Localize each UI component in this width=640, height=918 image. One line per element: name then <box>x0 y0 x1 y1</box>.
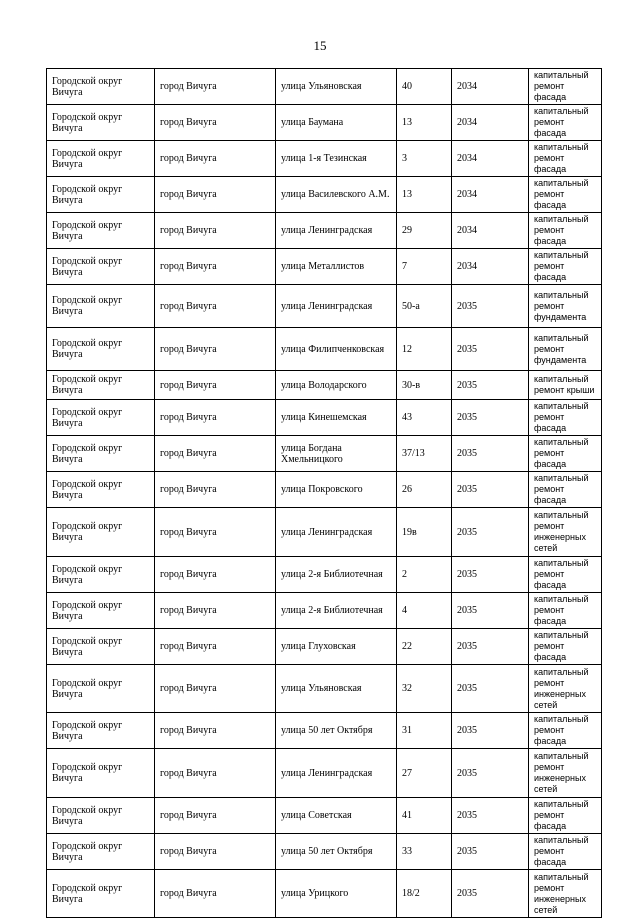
repair-type-cell: капитальный ремонт фасада <box>529 593 602 629</box>
street-cell: улица Советская <box>276 798 397 834</box>
district-cell: Городской округ Вичуга <box>47 69 155 105</box>
street-cell: улица Урицкого <box>276 870 397 918</box>
year-cell: 2034 <box>452 105 529 141</box>
district-cell: Городской округ Вичуга <box>47 798 155 834</box>
page-number: 15 <box>313 38 327 53</box>
repair-type-cell: капитальный ремонт фасада <box>529 177 602 213</box>
city-cell: город Вичуга <box>155 436 276 472</box>
table-row <box>47 328 602 371</box>
repair-type-cell: капитальный ремонт фасада <box>529 629 602 665</box>
district-cell: Городской округ Вичуга <box>47 665 155 713</box>
repair-type-cell: капитальный ремонт фасада <box>529 557 602 593</box>
city-cell: город Вичуга <box>155 400 276 436</box>
district-cell: Городской округ Вичуга <box>47 834 155 870</box>
street-cell: улица 2-я Библиотечная <box>276 593 397 629</box>
city-cell: город Вичуга <box>155 285 276 328</box>
house-number-cell: 2 <box>397 557 452 593</box>
table-row <box>47 285 602 328</box>
street-cell: улица Кинешемская <box>276 400 397 436</box>
city-cell: город Вичуга <box>155 870 276 918</box>
table-row <box>47 141 602 177</box>
street-cell: улица Ленинградская <box>276 285 397 328</box>
house-number-cell: 33 <box>397 834 452 870</box>
house-number-cell: 4 <box>397 593 452 629</box>
year-cell: 2034 <box>452 141 529 177</box>
district-cell: Городской округ Вичуга <box>47 472 155 508</box>
year-cell: 2035 <box>452 328 529 371</box>
repair-type-cell: капитальный ремонт фасада <box>529 713 602 749</box>
repair-type-cell: капитальный ремонт фундамента <box>529 328 602 371</box>
street-cell: улица 50 лет Октября <box>276 713 397 749</box>
city-cell: город Вичуга <box>155 328 276 371</box>
table-row <box>47 400 602 436</box>
repair-type-cell: капитальный ремонт инженерных сетей <box>529 665 602 713</box>
table-row <box>47 629 602 665</box>
year-cell: 2035 <box>452 834 529 870</box>
street-cell: улица 2-я Библиотечная <box>276 557 397 593</box>
city-cell: город Вичуга <box>155 177 276 213</box>
street-cell: улица Баумана <box>276 105 397 141</box>
district-cell: Городской округ Вичуга <box>47 400 155 436</box>
table-row <box>47 105 602 141</box>
repair-schedule-table <box>46 68 602 918</box>
house-number-cell: 22 <box>397 629 452 665</box>
year-cell: 2035 <box>452 629 529 665</box>
house-number-cell: 3 <box>397 141 452 177</box>
year-cell: 2035 <box>452 749 529 798</box>
table-row <box>47 798 602 834</box>
district-cell: Городской округ Вичуга <box>47 328 155 371</box>
city-cell: город Вичуга <box>155 249 276 285</box>
street-cell: улица 1-я Тезинская <box>276 141 397 177</box>
repair-type-cell: капитальный ремонт инженерных сетей <box>529 508 602 557</box>
district-cell: Городской округ Вичуга <box>47 105 155 141</box>
table-body <box>47 69 602 918</box>
house-number-cell: 18/2 <box>397 870 452 918</box>
street-cell: улица Ленинградская <box>276 508 397 557</box>
district-cell: Городской округ Вичуга <box>47 213 155 249</box>
house-number-cell: 26 <box>397 472 452 508</box>
year-cell: 2035 <box>452 436 529 472</box>
repair-type-cell: капитальный ремонт фасада <box>529 213 602 249</box>
table-row <box>47 557 602 593</box>
district-cell: Городской округ Вичуга <box>47 870 155 918</box>
street-cell: улица Ульяновская <box>276 69 397 105</box>
street-cell: улица 50 лет Октября <box>276 834 397 870</box>
city-cell: город Вичуга <box>155 713 276 749</box>
house-number-cell: 30-в <box>397 371 452 400</box>
house-number-cell: 13 <box>397 177 452 213</box>
district-cell: Городской округ Вичуга <box>47 249 155 285</box>
district-cell: Городской округ Вичуга <box>47 593 155 629</box>
house-number-cell: 31 <box>397 713 452 749</box>
city-cell: город Вичуга <box>155 508 276 557</box>
table-row <box>47 249 602 285</box>
repair-type-cell: капитальный ремонт крыши <box>529 371 602 400</box>
year-cell: 2035 <box>452 371 529 400</box>
city-cell: город Вичуга <box>155 105 276 141</box>
street-cell: улица Ульяновская <box>276 665 397 713</box>
repair-type-cell: капитальный ремонт фасада <box>529 436 602 472</box>
table-row <box>47 665 602 713</box>
city-cell: город Вичуга <box>155 141 276 177</box>
table-row <box>47 713 602 749</box>
house-number-cell: 7 <box>397 249 452 285</box>
city-cell: город Вичуга <box>155 665 276 713</box>
year-cell: 2035 <box>452 593 529 629</box>
district-cell: Городской округ Вичуга <box>47 141 155 177</box>
street-cell: улица Ленинградская <box>276 749 397 798</box>
table-row <box>47 371 602 400</box>
street-cell: улица Ленинградская <box>276 213 397 249</box>
district-cell: Городской округ Вичуга <box>47 749 155 798</box>
house-number-cell: 32 <box>397 665 452 713</box>
district-cell: Городской округ Вичуга <box>47 285 155 328</box>
house-number-cell: 27 <box>397 749 452 798</box>
house-number-cell: 40 <box>397 69 452 105</box>
year-cell: 2035 <box>452 285 529 328</box>
year-cell: 2035 <box>452 713 529 749</box>
repair-type-cell: капитальный ремонт фундамента <box>529 285 602 328</box>
year-cell: 2035 <box>452 557 529 593</box>
street-cell: улица Богдана Хмельницкого <box>276 436 397 472</box>
city-cell: город Вичуга <box>155 749 276 798</box>
house-number-cell: 19в <box>397 508 452 557</box>
house-number-cell: 41 <box>397 798 452 834</box>
street-cell: улица Металлистов <box>276 249 397 285</box>
street-cell: улица Покровского <box>276 472 397 508</box>
repair-type-cell: капитальный ремонт фасада <box>529 472 602 508</box>
repair-type-cell: капитальный ремонт фасада <box>529 141 602 177</box>
table-row <box>47 749 602 798</box>
district-cell: Городской округ Вичуга <box>47 508 155 557</box>
year-cell: 2035 <box>452 798 529 834</box>
year-cell: 2035 <box>452 508 529 557</box>
city-cell: город Вичуга <box>155 557 276 593</box>
district-cell: Городской округ Вичуга <box>47 436 155 472</box>
table-row <box>47 69 602 105</box>
year-cell: 2035 <box>452 665 529 713</box>
city-cell: город Вичуга <box>155 69 276 105</box>
year-cell: 2035 <box>452 400 529 436</box>
house-number-cell: 37/13 <box>397 436 452 472</box>
year-cell: 2034 <box>452 213 529 249</box>
table-row <box>47 508 602 557</box>
repair-type-cell: капитальный ремонт фасада <box>529 400 602 436</box>
table-row <box>47 472 602 508</box>
repair-type-cell: капитальный ремонт инженерных сетей <box>529 749 602 798</box>
city-cell: город Вичуга <box>155 472 276 508</box>
district-cell: Городской округ Вичуга <box>47 557 155 593</box>
district-cell: Городской округ Вичуга <box>47 371 155 400</box>
year-cell: 2035 <box>452 472 529 508</box>
house-number-cell: 50-а <box>397 285 452 328</box>
district-cell: Городской округ Вичуга <box>47 629 155 665</box>
house-number-cell: 13 <box>397 105 452 141</box>
city-cell: город Вичуга <box>155 629 276 665</box>
city-cell: город Вичуга <box>155 371 276 400</box>
repair-type-cell: капитальный ремонт фасада <box>529 69 602 105</box>
year-cell: 2034 <box>452 177 529 213</box>
year-cell: 2034 <box>452 69 529 105</box>
table-row <box>47 834 602 870</box>
city-cell: город Вичуга <box>155 834 276 870</box>
repair-type-cell: капитальный ремонт фасада <box>529 798 602 834</box>
repair-type-cell: капитальный ремонт инженерных сетей <box>529 870 602 918</box>
year-cell: 2034 <box>452 249 529 285</box>
street-cell: улица Глуховская <box>276 629 397 665</box>
repair-type-cell: капитальный ремонт фасада <box>529 105 602 141</box>
house-number-cell: 12 <box>397 328 452 371</box>
repair-type-cell: капитальный ремонт фасада <box>529 834 602 870</box>
house-number-cell: 29 <box>397 213 452 249</box>
repair-type-cell: капитальный ремонт фасада <box>529 249 602 285</box>
table-row <box>47 177 602 213</box>
district-cell: Городской округ Вичуга <box>47 177 155 213</box>
table-row <box>47 213 602 249</box>
city-cell: город Вичуга <box>155 798 276 834</box>
street-cell: улица Володарского <box>276 371 397 400</box>
table-row <box>47 870 602 918</box>
city-cell: город Вичуга <box>155 593 276 629</box>
house-number-cell: 43 <box>397 400 452 436</box>
table-row <box>47 593 602 629</box>
year-cell: 2035 <box>452 870 529 918</box>
table-row <box>47 436 602 472</box>
district-cell: Городской округ Вичуга <box>47 713 155 749</box>
city-cell: город Вичуга <box>155 213 276 249</box>
street-cell: улица Василевского А.М. <box>276 177 397 213</box>
street-cell: улица Филипченковская <box>276 328 397 371</box>
